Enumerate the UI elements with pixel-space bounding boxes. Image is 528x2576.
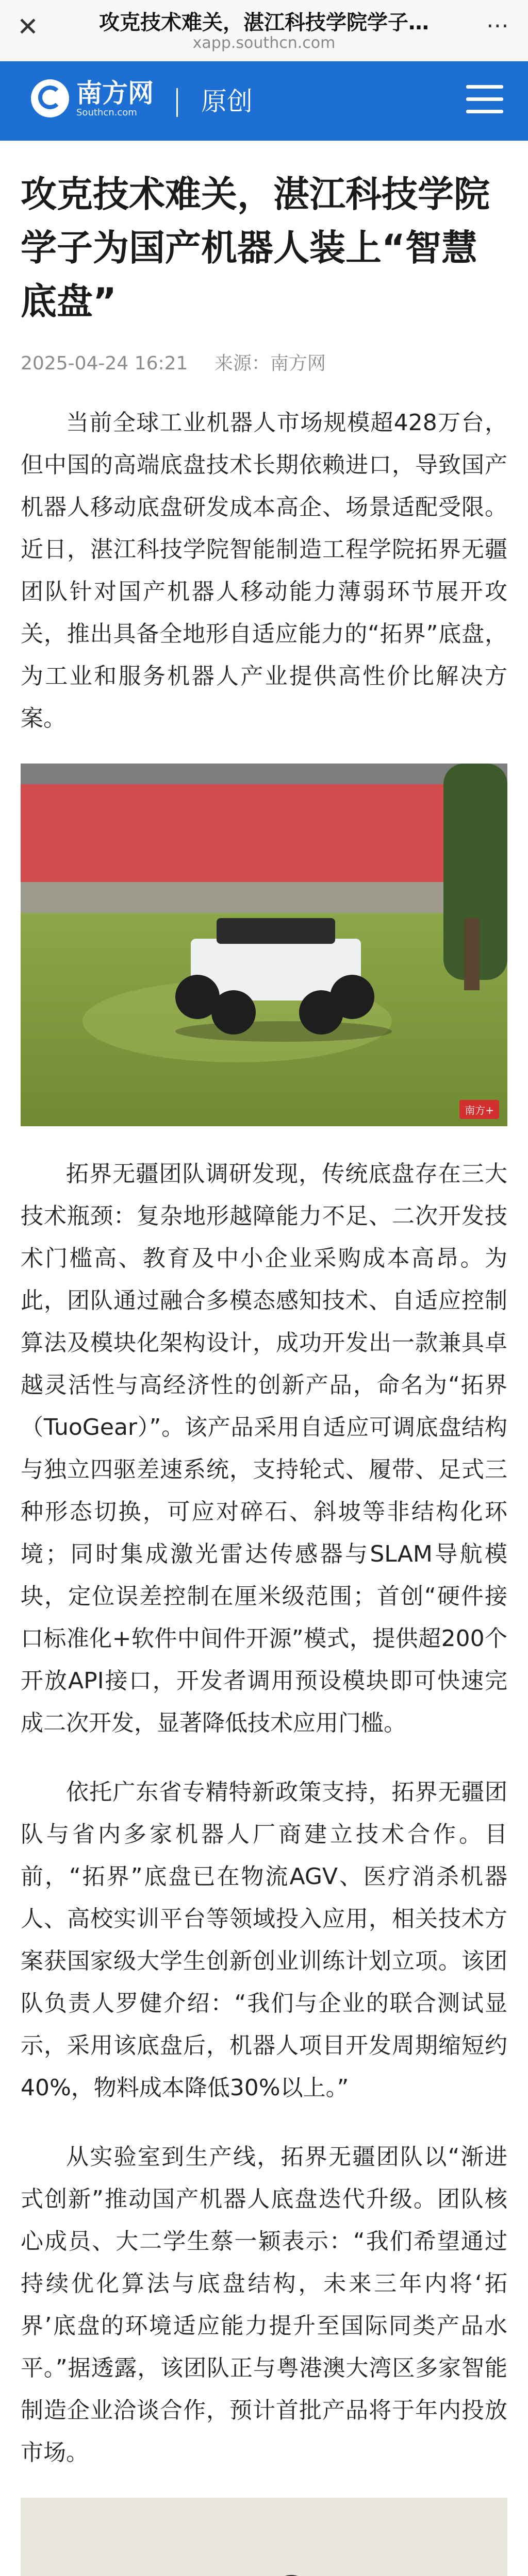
browser-url: xapp.southcn.com xyxy=(192,34,336,52)
article-paragraph: 依托广东省专精特新政策支持，拓界无疆团队与省内多家机器人厂商建立技术合作。目前，“拓界”底盘已在物流AGV、医疗消杀机器人、高校实训平台等领域投入应用，相关技术方案获国家级大学生创新创业训练计划立项。该团队负责人罗健介绍：“我们与企业的联合测试显示，采用该底盘后，机器人项目开发周期缩短约40%，物料成本降低30%以上。” xyxy=(21,1779,507,2101)
channel-label[interactable]: 原创 xyxy=(201,87,253,116)
article xyxy=(0,167,528,2576)
article-paragraph: 拓界无疆团队调研发现，传统底盘存在三大技术瓶颈：复杂地形越障能力不足、二次开发技术门槛高、教育及中小企业采购成本高昂。为此，团队通过融合多模态感知技术、自适应控制算法及模块化架构设计，成功开发出一款兼具卓越灵活性与高经济性的创新产品，命名为“拓界（TuoGear）”。该产品采用自适应可调底盘结构与独立四驱差速系统，支持轮式、履带、足式三种形态切换，可应对碎石、斜坡等非结构化环境；同时集成激光雷达传感器与SLAM导航模块，定位误差控制在厘米级范围；首创“硬件接口标准化+软件中间件开源”模式，提供超200个开放API接口，开发者调用预设模块即可快速完成二次开发，显著降低技术应用门槛。 xyxy=(21,1161,507,1736)
header-divider xyxy=(176,88,178,117)
article-meta xyxy=(21,349,507,375)
logo-subtext: Southcn.com xyxy=(76,107,137,118)
logo-mark-icon xyxy=(31,79,69,117)
logo-text: 南方网 xyxy=(76,78,154,108)
browser-title: 攻克技术难关，湛江科技学院学子… xyxy=(99,11,429,35)
site-header xyxy=(0,61,528,141)
more-icon[interactable]: ⋯ xyxy=(486,12,510,39)
article-paragraph: 从实验室到生产线，拓界无疆团队以“渐进式创新”推动国产机器人底盘迭代升级。团队核心成员、大二学生蔡一颖表示：“我们希望通过持续优化算法与底盘结构，未来三年内将‘拓界’底盘的环境适应能力提升至国际同类产品水平。”据透露，该团队正与粤港澳大湾区多家智能制造企业洽谈合作，预计首批产品将于年内投放市场。 xyxy=(21,2144,507,2466)
site-logo[interactable] xyxy=(31,79,154,118)
article-headline: 攻克技术难关，湛江科技学院学子为国产机器人装上“智慧底盘” xyxy=(21,173,490,323)
article-source: 来源：南方网 xyxy=(214,353,326,374)
article-photo-robot-chassis[interactable] xyxy=(21,764,507,1126)
photo-watermark: 南方+ xyxy=(459,1100,499,1119)
browser-top-bar xyxy=(0,0,528,61)
close-icon[interactable]: ✕ xyxy=(17,12,39,42)
hamburger-menu-icon[interactable] xyxy=(466,85,503,116)
article-photo-team[interactable] xyxy=(21,2498,507,2576)
publish-date: 2025-04-24 16:21 xyxy=(21,353,188,374)
article-paragraph: 当前全球工业机器人市场规模超428万台，但中国的高端底盘技术长期依赖进口，导致国产机器人移动底盘研发成本高企、场景适配受限。近日，湛江科技学院智能制造工程学院拓界无疆团队针对国产机器人移动能力薄弱环节展开攻关，推出具备全地形自适应能力的“拓界”底盘，为工业和服务机器人产业提供高性价比解决方案。 xyxy=(21,410,507,732)
